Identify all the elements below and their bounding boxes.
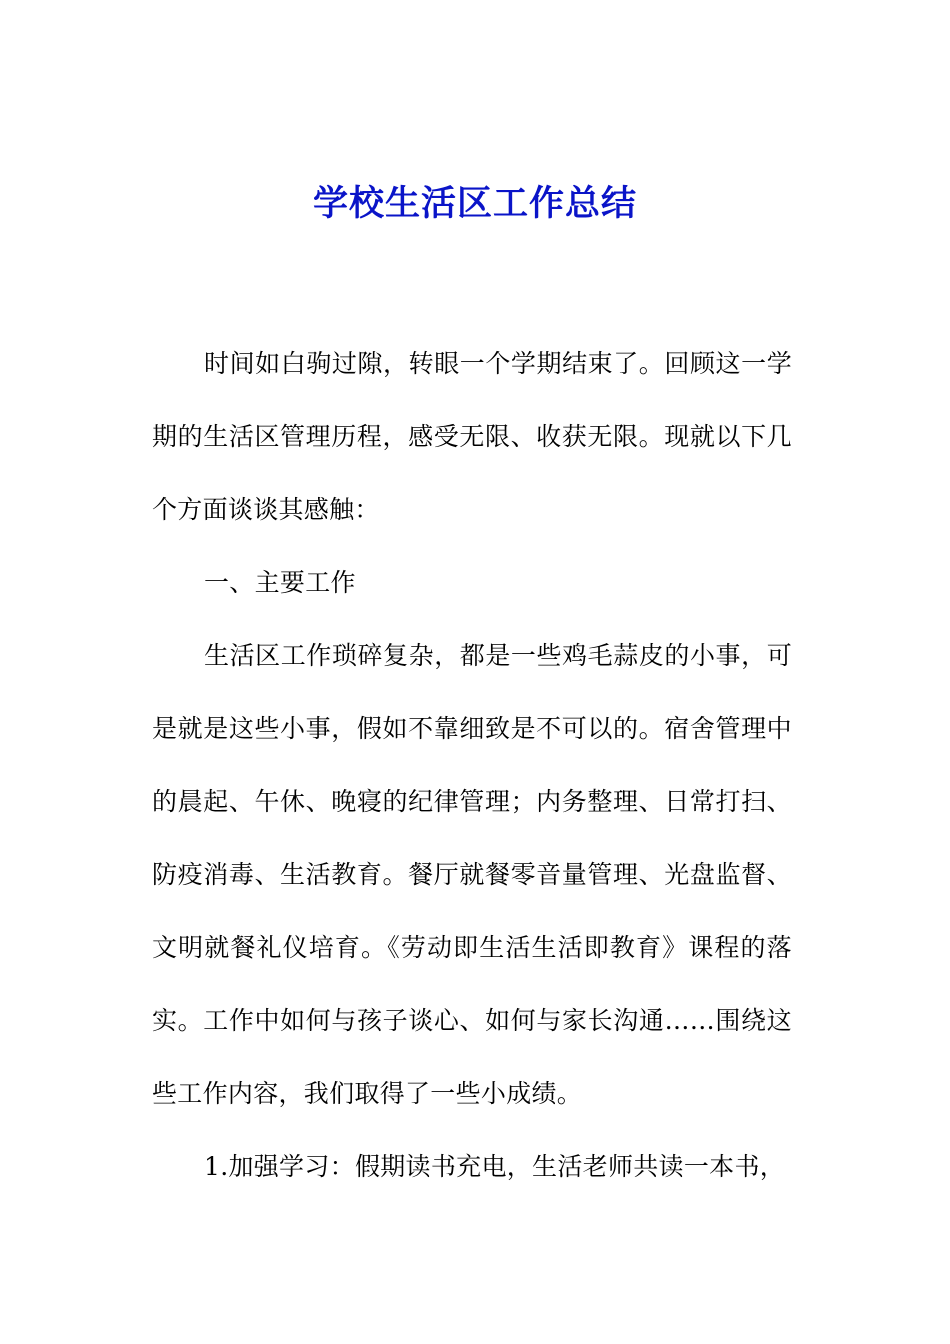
paragraph-intro: 时间如白驹过隙，转眼一个学期结束了。回顾这一学期的生活区管理历程，感受无限、收获无限。现就以下几个方面谈谈其感触： [152,349,792,524]
section-heading-main-work: 一、主要工作 [204,568,356,597]
paragraph-item-1: 1.加强学习：假期读书充电，生活老师共读一本书， [204,1152,786,1181]
document-title: 学校生活区工作总结 [312,184,637,224]
paragraph-work-description: 生活区工作琐碎复杂，都是一些鸡毛蒜皮的小事，可是就是这些小事，假如不靠细致是不可以的。宿舍管理中的晨起、午休、晚寝的纪律管理；内务整理、日常打扫、防疫消毒、生活教育。餐厅就餐零音量管理、光盘监督、文明就餐礼仪培育。《劳动即生活生活即教育》课程的落实。工作中如何与孩子谈心、如何与家长沟通……围绕这些工作内容，我们取得了一些小成绩。 [152,641,792,1108]
document-body [152,327,792,1203]
